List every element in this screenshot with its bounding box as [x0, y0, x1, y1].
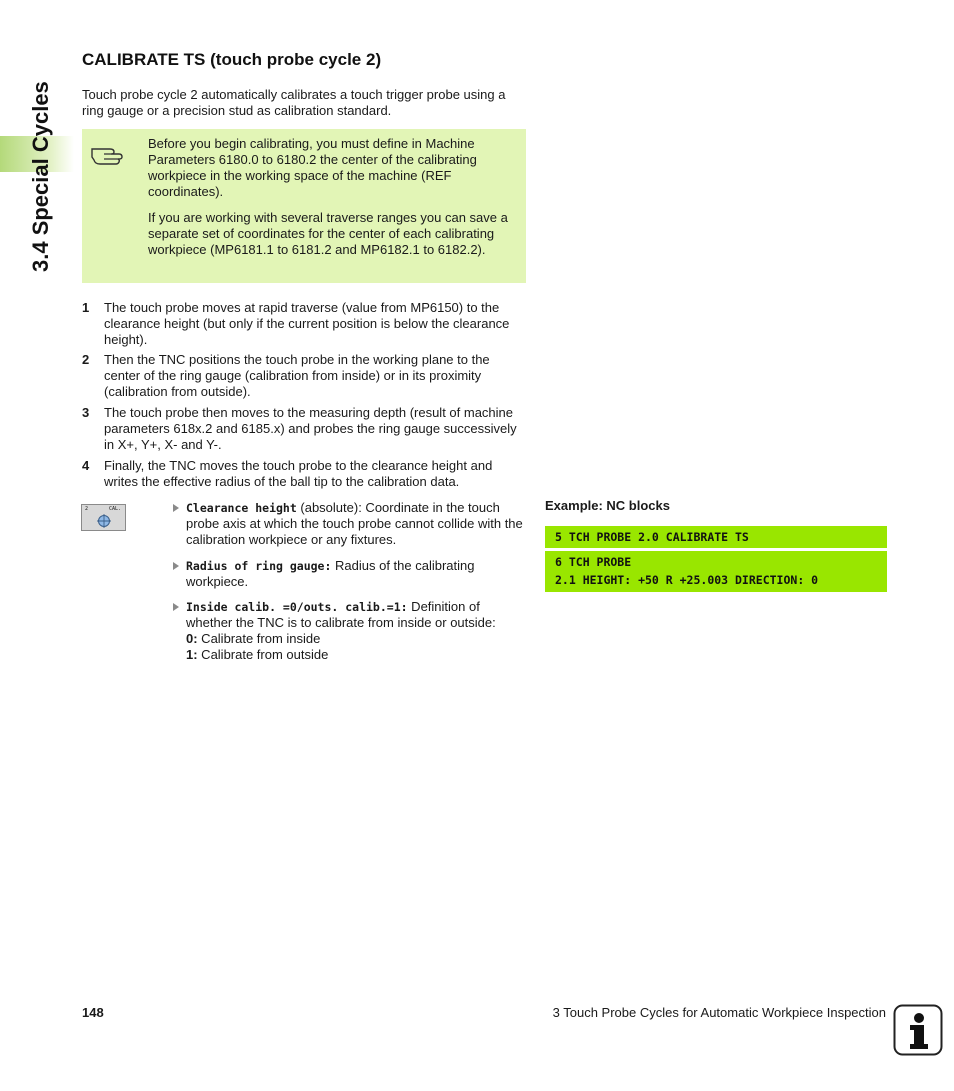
- step-text: The touch probe then moves to the measuring depth (result of machine parameters 618x.2 and 6185.x) and probes the ring gauge successively in X+, Y+, X- and Y-.: [104, 405, 517, 452]
- param-name: Inside calib. =0/outs. calib.=1:: [186, 600, 408, 614]
- triangle-bullet-icon: [173, 504, 179, 512]
- option-text: Calibrate from inside: [197, 631, 321, 646]
- param-name: Radius of ring gauge:: [186, 559, 332, 573]
- list-item: [172, 558, 527, 590]
- list-item: [172, 599, 527, 663]
- intro-paragraph: Touch probe cycle 2 automatically calibrates a touch trigger probe using a ring gauge or a precision stud as calibration standard.: [82, 87, 506, 118]
- list-item: [172, 500, 527, 548]
- nc-block: [545, 526, 887, 548]
- note-paragraph-1: Before you begin calibrating, you must define in Machine Parameters 6180.0 to 6180.2 the center of the calibrating workpiece in the working space of the machine (REF coordinates).: [148, 136, 477, 199]
- note-paragraph-2: If you are working with several traverse ranges you can save a separate set of coordinates for the center of each calibrating workpiece (MP6181.1 to 6181.2 and MP6182.1 to 6182.2).: [148, 210, 508, 257]
- softkey-label: CAL.: [108, 506, 121, 512]
- option-key: 0:: [186, 631, 198, 646]
- step-number: 3: [82, 405, 90, 420]
- calibrate-softkey: [81, 504, 126, 531]
- step-number: 2: [82, 352, 90, 367]
- ring-gauge-icon: [97, 514, 111, 528]
- note-box: [82, 129, 526, 283]
- step-number: 4: [82, 458, 90, 473]
- chapter-title: 3 Touch Probe Cycles for Automatic Workpiece Inspection: [552, 1005, 886, 1020]
- info-icon: [893, 1004, 943, 1056]
- softkey-number: 2: [85, 506, 89, 512]
- triangle-bullet-icon: [173, 562, 179, 570]
- page-number: 148: [82, 1005, 104, 1020]
- step-number: 1: [82, 300, 90, 315]
- param-description: Radius of the calibrating workpiece.: [186, 558, 475, 589]
- example-title: Example: NC blocks: [545, 498, 670, 513]
- nc-block: [545, 551, 887, 592]
- step-text: Then the TNC positions the touch probe in the working plane to the center of the ring gauge (calibration from inside) or in its proximity (calibration from outside).: [104, 352, 490, 399]
- step-text: Finally, the TNC moves the touch probe to the clearance height and writes the effective radius of the ball tip to the calibration data.: [104, 458, 493, 489]
- param-description: (absolute): Coordinate in the touch probe axis at which the touch probe cannot collide with the calibration workpiece or any fixtures.: [186, 500, 523, 547]
- triangle-bullet-icon: [173, 603, 179, 611]
- page-heading: CALIBRATE TS (touch probe cycle 2): [82, 50, 382, 69]
- nc-line: 5 TCH PROBE 2.0 CALIBRATE TS: [555, 530, 749, 544]
- nc-line: 2.1 HEIGHT: +50 R +25.003 DIRECTION: 0: [555, 573, 819, 587]
- param-description: Definition of whether the TNC is to calibrate from inside or outside:: [186, 599, 496, 630]
- option-text: Calibrate from outside: [197, 647, 329, 662]
- step-text: The touch probe moves at rapid traverse (value from MP6150) to the clearance height (but only if the current position is below the clearance height).: [104, 300, 510, 347]
- option-key: 1:: [186, 647, 198, 662]
- param-name: Clearance height: [186, 501, 297, 515]
- nc-line: 6 TCH PROBE: [555, 555, 632, 569]
- section-side-title: 3.4 Special Cycles: [28, 81, 53, 272]
- pointing-hand-icon: [90, 139, 124, 167]
